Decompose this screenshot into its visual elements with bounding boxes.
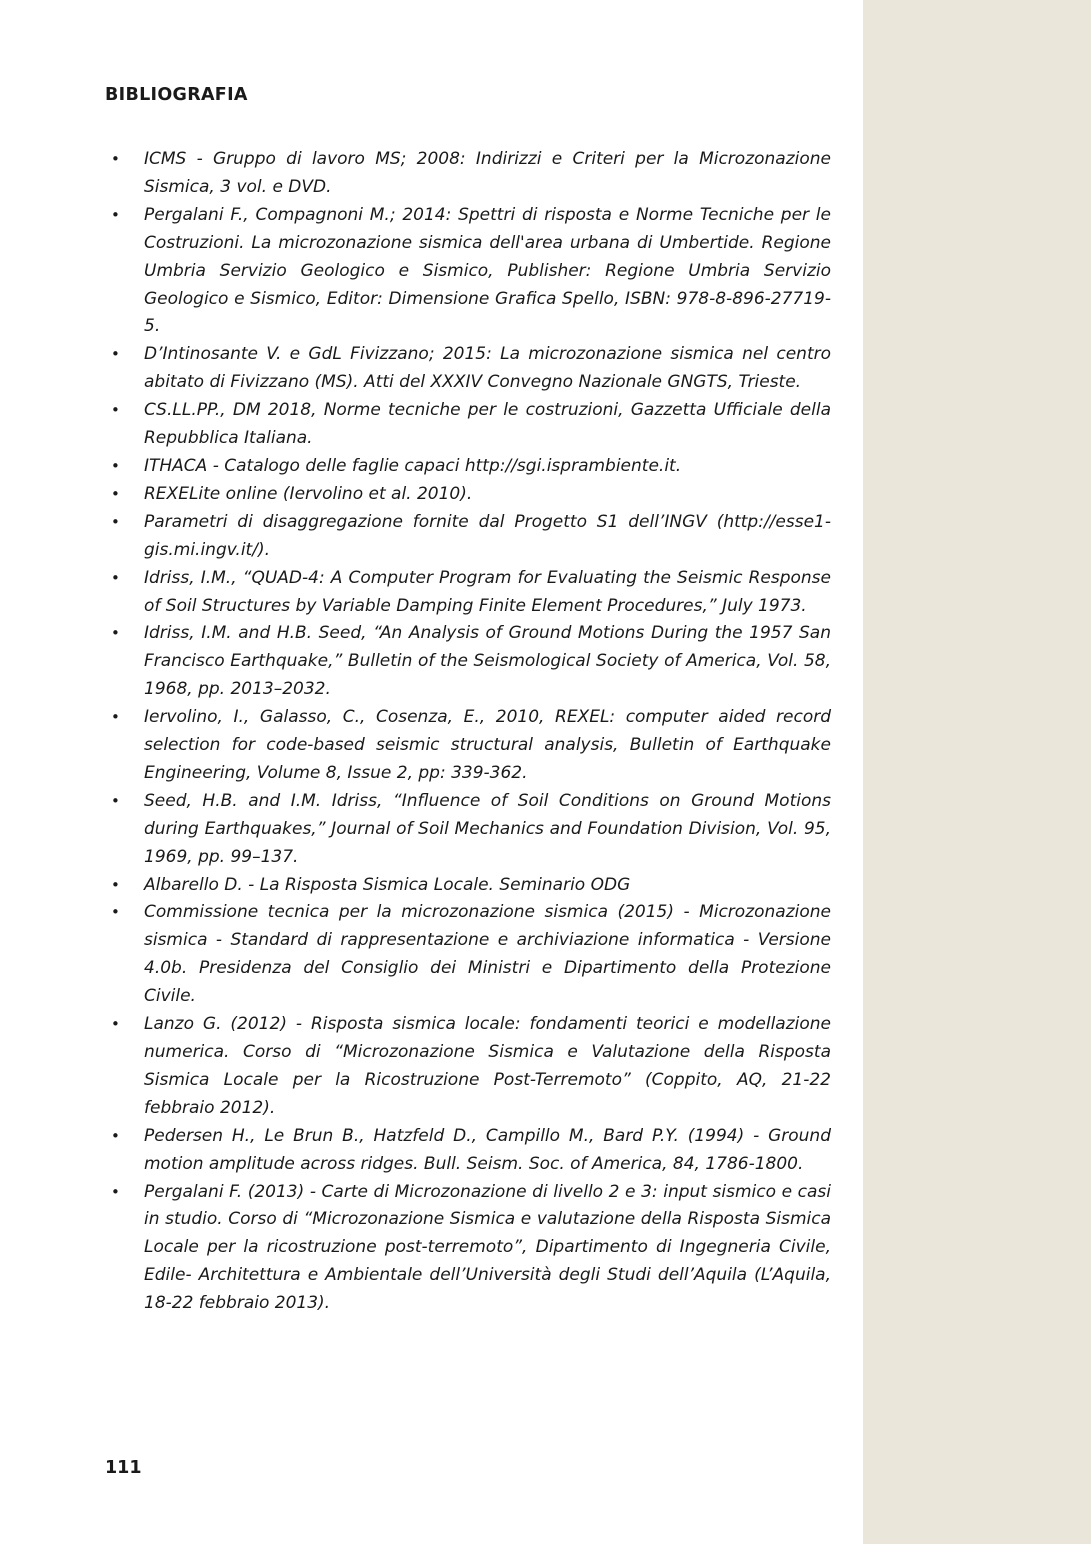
reference-item xyxy=(105,1123,831,1179)
reference-text: D’Intinosante V. e GdL Fivizzano; 2015: La microzonazione sismica nel centro abitato di Fivizzano (MS). Atti del XXXIV Convegno Nazionale GNGTS, Trieste. xyxy=(144,344,831,393)
reference-item xyxy=(105,341,831,397)
reference-text: CS.LL.PP., DM 2018, Norme tecniche per le costruzioni, Gazzetta Ufficiale della Repubblica Italiana. xyxy=(144,400,831,449)
bullet-icon: • xyxy=(111,1182,120,1201)
bullet-icon: • xyxy=(111,875,120,894)
reference-text: REXELite online (Iervolino et al. 2010). xyxy=(144,483,473,504)
bullet-icon: • xyxy=(111,708,120,727)
bullet-icon: • xyxy=(111,624,120,643)
reference-text: Parametri di disaggregazione fornite dal Progetto S1 dell’INGV (http://esse1-gis.mi.ingv.it/). xyxy=(144,511,831,560)
reference-text: Idriss, I.M. and H.B. Seed, “An Analysis of Ground Motions During the 1957 San Francisco Earthquake,” Bulletin of the Seismological Society of America, Vol. 58, 1968, pp. 2013–2032. xyxy=(144,623,831,700)
bullet-icon: • xyxy=(111,484,120,503)
bullet-icon: • xyxy=(111,150,120,168)
section-heading: BIBLIOGRAFIA xyxy=(105,85,248,105)
reference-item xyxy=(105,704,831,788)
reference-text: Lanzo G. (2012) - Risposta sismica locale: fondamenti teorici e modellazione numerica. Corso di “Microzonazione Sismica e Valutazione della Risposta Sismica Locale per la Ricostruzione Post-Terremoto” (Coppito, AQ, 21-22 febbraio 2012). xyxy=(144,1014,831,1118)
side-color-band xyxy=(863,0,1091,1544)
reference-item xyxy=(105,565,831,621)
bullet-icon: • xyxy=(111,456,120,475)
reference-item xyxy=(105,397,831,453)
reference-text: Iervolino, I., Galasso, C., Cosenza, E., 2010, REXEL: computer aided record selection for code-based seismic structural analysis, Bulletin of Earthquake Engineering, Volume 8, Issue 2, pp: 339-362. xyxy=(144,707,831,783)
bullet-icon: • xyxy=(111,791,120,810)
reference-item xyxy=(105,1179,831,1319)
reference-text: Seed, H.B. and I.M. Idriss, “Influence of Soil Conditions on Ground Motions during Earthquakes,” Journal of Soil Mechanics and Foundation Division, Vol. 95, 1969, pp. 99–137. xyxy=(144,790,831,867)
bullet-icon: • xyxy=(111,1015,120,1034)
reference-item xyxy=(105,202,831,342)
reference-item xyxy=(105,481,831,509)
bibliography-section xyxy=(105,82,831,1318)
reference-item xyxy=(105,620,831,704)
reference-item xyxy=(105,899,831,1011)
reference-item xyxy=(105,872,831,900)
bullet-icon: • xyxy=(111,903,120,922)
reference-item xyxy=(105,453,831,481)
reference-text: Pergalani F., Compagnoni M.; 2014: Spettri di risposta e Norme Tecniche per le Costruzioni. La microzonazione sismica dell'area urbana di Umbertide. Regione Umbria Servizio Geologico e Sismico, Publisher: Regione Umbria Servizio Geologico e Sismico, Editor: Dimensione Grafica Spello, ISBN: 978-8-896-27719-5. xyxy=(144,204,831,337)
reference-text: Albarello D. - La Risposta Sismica Locale. Seminario ODG xyxy=(144,874,631,895)
reference-text: Commissione tecnica per la microzonazione sismica (2015) - Microzonazione sismica - Standard di rappresentazione e archiviazione informatica - Versione 4.0b. Presidenza del Consiglio dei Ministri e Dipartimento della Protezione Civile. xyxy=(144,902,831,1007)
reference-text: Pedersen H., Le Brun B., Hatzfeld D., Campillo M., Bard P.Y. (1994) - Ground motion amplitude across ridges. Bull. Seism. Soc. of America, 84, 1786-1800. xyxy=(144,1125,831,1174)
page-number: 111 xyxy=(105,1458,142,1478)
bullet-icon: • xyxy=(111,512,120,531)
bullet-icon: • xyxy=(111,345,120,364)
bullet-icon: • xyxy=(111,568,120,587)
bullet-icon: • xyxy=(111,1126,120,1145)
reference-text: ITHACA - Catalogo delle faglie capaci http://sgi.isprambiente.it. xyxy=(144,455,682,476)
reference-list xyxy=(105,146,831,1318)
bullet-icon: • xyxy=(111,205,120,224)
bullet-icon: • xyxy=(111,401,120,420)
reference-text: ICMS - Gruppo di lavoro MS; 2008: Indirizzi e Criteri per la Microzonazione Sismica, 3 vol. e DVD. xyxy=(144,149,831,197)
reference-item xyxy=(105,1011,831,1123)
reference-item xyxy=(105,788,831,872)
reference-text: Pergalani F. (2013) - Carte di Microzonazione di livello 2 e 3: input sismico e casi in studio. Corso di “Microzonazione Sismica e valutazione della Risposta Sismica Locale per la ricostruzione post-terremoto”, Dipartimento di Ingegneria Civile, Edile- Architettura e Ambientale dell’Università degli Studi dell’Aquila (L’Aquila, 18-22 febbraio 2013). xyxy=(144,1181,831,1314)
reference-item xyxy=(105,509,831,565)
reference-item xyxy=(105,146,831,202)
reference-text: Idriss, I.M., “QUAD-4: A Computer Program for Evaluating the Seismic Response of Soil Structures by Variable Damping Finite Element Procedures,” July 1973. xyxy=(144,567,831,616)
